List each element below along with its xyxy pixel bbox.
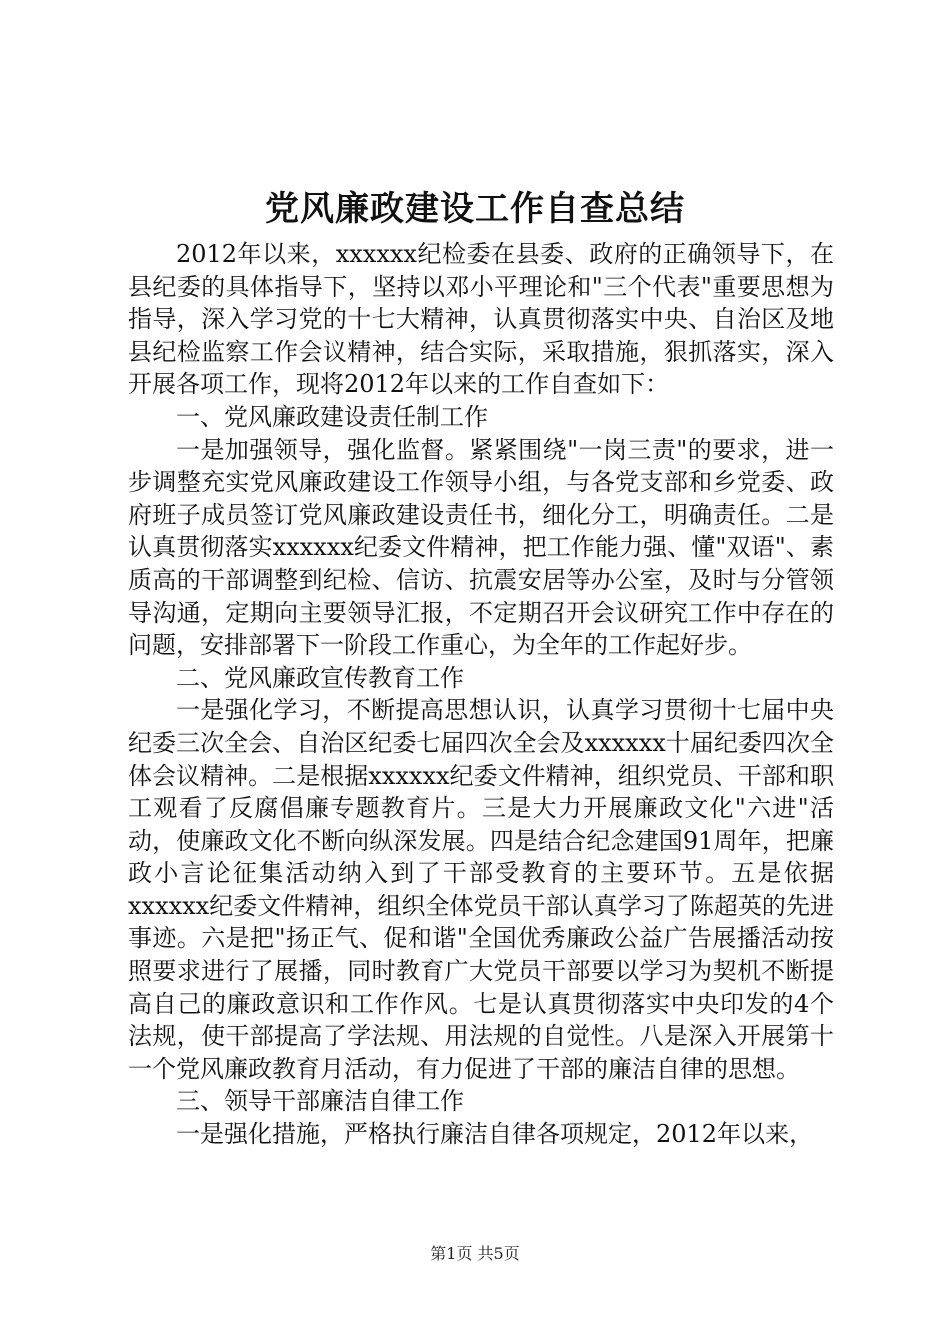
page-number-footer: 第1页 共5页 xyxy=(430,1244,520,1263)
section-2-paragraph: 一是强化学习，不断提高思想认识，认真学习贯彻十七届中央纪委三次全会、自治区纪委七届四次全会及xxxxxx十届纪委四次全体会议精神。二是根据xxxxxx纪委文件精神，组织党员、干部和职工观看了反腐倡廉专题教育片。三是大力开展廉政文化"六进"活动，使廉政文化不断向纵深发展。四是结合纪念建国91周年，把廉政小言论征集活动纳入到了干部受教育的主要环节。五是依据xxxxxx纪委文件精神，组织全体党员干部认真学习了陈超英的先进事迹。六是把"扬正气、促和谐"全国优秀廉政公益广告展播活动按照要求进行了展播，同时教育广大党员干部要以学习为契机不断提高自己的廉政意识和工作作风。七是认真贯彻落实中央印发的4个法规，使干部提高了学法规、用法规的自觉性。八是深入开展第十一个党风廉政教育月活动，有力促进了干部的廉洁自律的思想。 xyxy=(128,696,834,1083)
intro-paragraph: 2012年以来，xxxxxx纪检委在县委、政府的正确领导下，在县纪委的具体指导下，坚持以邓小平理论和"三个代表"重要思想为指导，深入学习党的十七大精神，认真贯彻落实中央、自治区及地县纪检监察工作会议精神，结合实际，采取措施，狠抓落实，深入开展各项工作，现将2012年以来的工作自查如下： xyxy=(128,240,834,399)
section-3-paragraph: 一是强化措施，严格执行廉洁自律各项规定，2012年以来， xyxy=(176,1120,814,1149)
section-1-paragraph: 一是加强领导，强化监督。紧紧围绕"一岗三责"的要求，进一步调整充实党风廉政建设工作领导小组，与各党支部和乡党委、政府班子成员签订党风廉政建设责任书，细化分工，明确责任。二是认真贯彻落实xxxxxx纪委文件精神，把工作能力强、懂"双语"、素质高的干部调整到纪检、信访、抗震安居等办公室，及时与分管领导沟通，定期向主要领导汇报，不定期召开会议研究工作中存在的问题，安排部署下一阶段工作重心，为全年的工作起好步。 xyxy=(128,435,834,660)
document-body xyxy=(128,238,834,1151)
section-heading-1: 一、党风廉政建设责任制工作 xyxy=(176,402,488,431)
section-heading-3: 三、领导干部廉洁自律工作 xyxy=(176,1087,464,1116)
section-heading-2: 二、党风廉政宣传教育工作 xyxy=(176,663,464,692)
document-title: 党风廉政建设工作自查总结 xyxy=(265,189,685,229)
